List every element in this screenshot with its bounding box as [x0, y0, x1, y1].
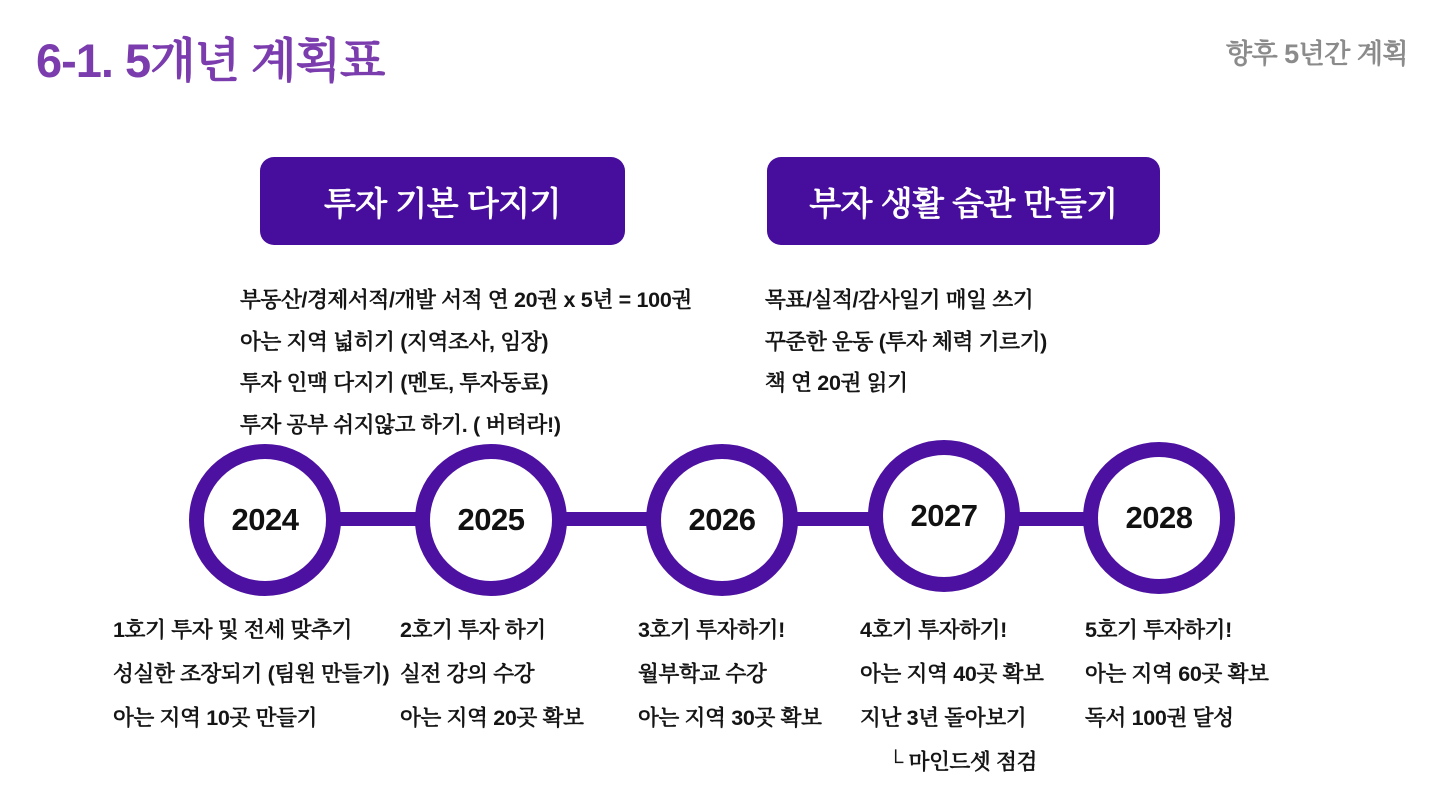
- goals-2024: [113, 606, 389, 738]
- list-item: 책 연 20권 읽기: [765, 371, 908, 396]
- list-item: 투자 인맥 다지기 (멘토, 투자동료): [240, 371, 549, 396]
- page-title: 6-1. 5개년 계획표: [36, 34, 385, 87]
- section-list-rich-habits: [765, 278, 1047, 403]
- section-list-investment-basics: [240, 278, 692, 444]
- goal-sub-item: └ 마인드셋 점검: [888, 749, 1038, 774]
- list-item: 투자 공부 쉬지않고 하기. ( 버텨라!): [240, 412, 561, 437]
- goal-item: 아는 지역 10곳 만들기: [113, 705, 318, 730]
- goal-item: 독서 100권 달성: [1085, 705, 1234, 730]
- list-item: 꾸준한 운동 (투자 체력 기르기): [765, 329, 1048, 354]
- goals-2026: [638, 606, 822, 738]
- goal-item: 실전 강의 수강: [400, 661, 535, 686]
- goal-item: 지난 3년 돌아보기: [860, 705, 1027, 730]
- list-item: 목표/실적/감사일기 매일 쓰기: [765, 288, 1034, 313]
- goal-item: 아는 지역 60곳 확보: [1085, 661, 1269, 686]
- timeline-node-2027: 2027: [868, 440, 1020, 592]
- list-item: 부동산/경제서적/개발 서적 연 20권 x 5년 = 100권: [240, 288, 692, 313]
- goal-item: 월부학교 수강: [638, 661, 767, 686]
- goals-2028: [1085, 606, 1269, 738]
- list-item: 아는 지역 넓히기 (지역조사, 임장): [240, 329, 549, 354]
- corner-note: 향후 5년간 계획: [1225, 39, 1408, 69]
- timeline-node-2026: 2026: [646, 444, 798, 596]
- goal-item: 3호기 투자하기!: [638, 617, 786, 642]
- goal-item: 아는 지역 20곳 확보: [400, 705, 584, 730]
- section-header-rich-habits: 부자 생활 습관 만들기: [767, 157, 1160, 245]
- section-header-investment-basics: 투자 기본 다지기: [260, 157, 625, 245]
- goal-item: 아는 지역 40곳 확보: [860, 661, 1044, 686]
- goals-2027: [860, 606, 1044, 782]
- goal-item: 1호기 투자 및 전세 맞추기: [113, 617, 353, 642]
- timeline-node-2028: 2028: [1083, 442, 1235, 594]
- goal-item: 4호기 투자하기!: [860, 617, 1008, 642]
- goals-2025: [400, 606, 584, 738]
- goal-item: 성실한 조장되기 (팀원 만들기): [113, 661, 390, 686]
- timeline-node-2025: 2025: [415, 444, 567, 596]
- goal-item: 아는 지역 30곳 확보: [638, 705, 822, 730]
- goal-item: 2호기 투자 하기: [400, 617, 546, 642]
- goal-item: 5호기 투자하기!: [1085, 617, 1233, 642]
- timeline-node-2024: 2024: [189, 444, 341, 596]
